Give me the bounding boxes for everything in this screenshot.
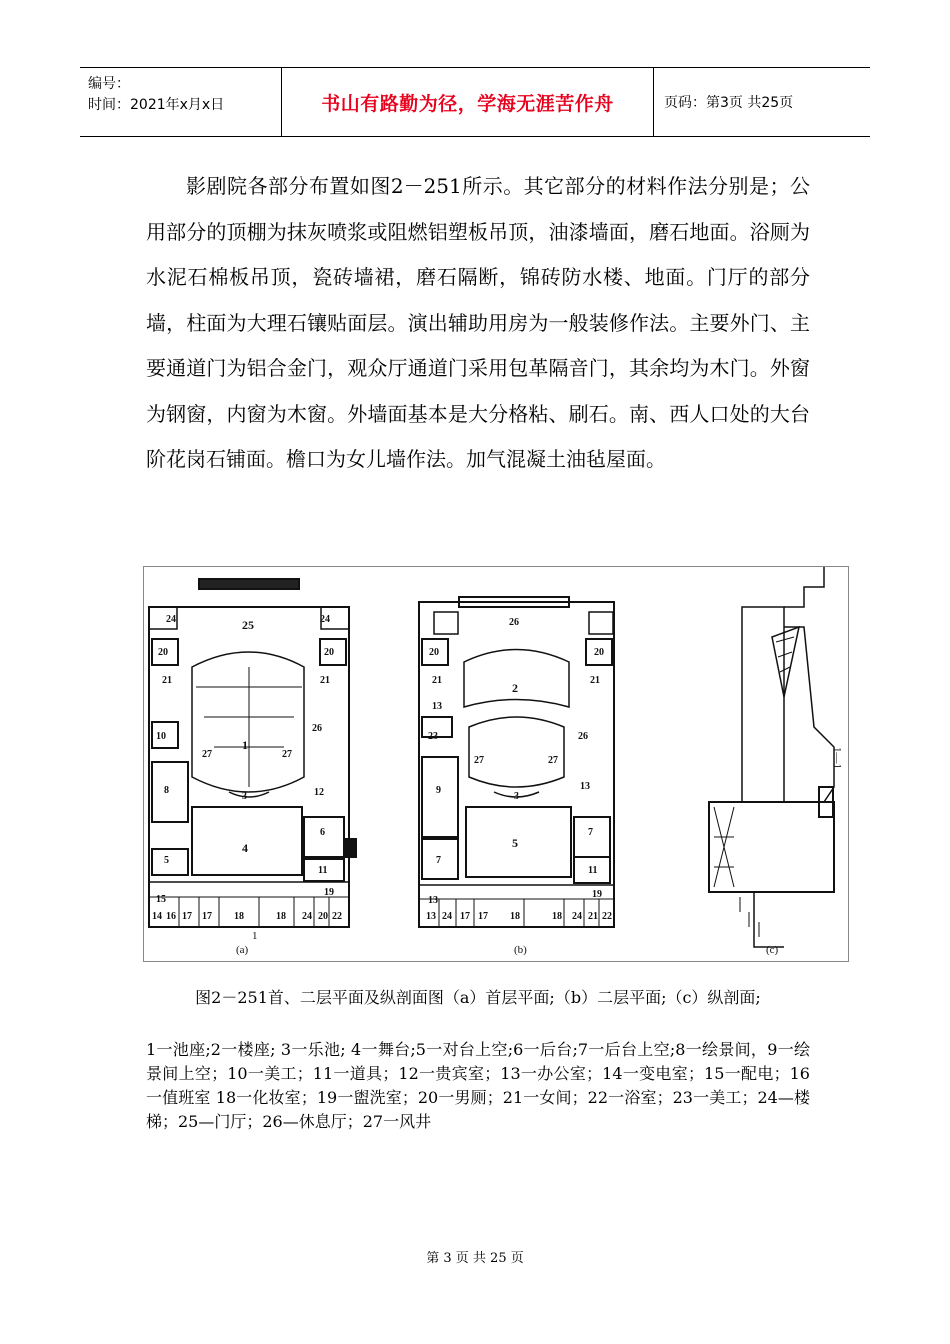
label-b-24a: 24: [442, 911, 452, 922]
label-a-16: 16: [166, 911, 176, 922]
label-b-13b: 13: [580, 781, 590, 792]
label-a-17b: 17: [202, 911, 212, 922]
label-b-23: 23: [428, 731, 438, 742]
label-a-10: 10: [156, 731, 166, 742]
label-b-26: 26: [578, 731, 588, 742]
label-a-20-right: 20: [324, 647, 334, 658]
label-b-18a: 18: [510, 911, 520, 922]
label-b-18b: 18: [552, 911, 562, 922]
label-a-20-left: 20: [158, 647, 168, 658]
caption-b: (b): [514, 944, 527, 956]
label-b-13d: 13: [426, 911, 436, 922]
label-a-18b: 18: [276, 911, 286, 922]
label-a-17a: 17: [182, 911, 192, 922]
label-a-27-left: 27: [202, 749, 212, 760]
floor-plan-drawing: [144, 567, 848, 961]
label-b-17a: 17: [460, 911, 470, 922]
label-a-24-bottom: 24: [302, 911, 312, 922]
label-b-21-left: 21: [432, 675, 442, 686]
label-b-27-left: 27: [474, 755, 484, 766]
label-a-4: 4: [242, 841, 248, 855]
label-b-27-right: 27: [548, 755, 558, 766]
label-b-20-left: 20: [429, 647, 439, 658]
label-a-15: 15: [156, 894, 166, 905]
label-b-17b: 17: [478, 911, 488, 922]
header-page-info: 页码：第3页 共25页: [664, 95, 794, 111]
page-header: [80, 67, 870, 137]
label-b-3: 3: [514, 791, 519, 802]
label-a-5: 5: [164, 855, 169, 866]
label-a-27-right: 27: [282, 749, 292, 760]
page-footer: 第 3 页 共 25 页: [426, 1251, 524, 1266]
label-a-18a: 18: [234, 911, 244, 922]
section-c-drawing: [709, 567, 834, 947]
label-a-22: 22: [332, 911, 342, 922]
label-a-8: 8: [164, 785, 169, 796]
label-b-7-left: 7: [436, 855, 441, 866]
label-a-26: 26: [312, 723, 322, 734]
label-a-20-bottom: 20: [318, 911, 328, 922]
label-a-21-left: 21: [162, 675, 172, 686]
label-a-24-right: 24: [320, 614, 330, 625]
label-b-21-bottom: 21: [588, 911, 598, 922]
serial-label: 编号：: [88, 76, 130, 92]
label-b-20-right: 20: [594, 647, 604, 658]
label-a-12: 12: [314, 787, 324, 798]
section-mark-a: 1: [252, 930, 258, 942]
date-label: 时间：2021年x月x日: [88, 97, 225, 113]
label-b-22: 22: [602, 911, 612, 922]
caption-a: (a): [236, 944, 249, 956]
body-paragraph: 影剧院各部分布置如图2－251所示。其它部分的材料作法分别是；公用部分的顶棚为抹灰喷浆或阻燃铝塑板吊顶，油漆墙面，磨石地面。浴厕为水泥石棉板吊顶，瓷砖墙裙，磨石隔断，锦砖防水楼、地面。门厅的部分墙，柱面为大理石镶贴面层。演出辅助用房为一般装修作法。主要外门、主要通道门为铝合金门，观众厅通道门采用包革隔音门，其余均为木门。外窗为钢窗，内窗为木窗。外墙面基本是大分格粘、刷石。南、西人口处的大台阶花岗石铺面。檐口为女儿墙作法。加气混凝土油毡屋面。: [146, 174, 810, 471]
label-b-11: 11: [588, 865, 598, 876]
label-a-1: 1: [242, 738, 248, 752]
label-b-19: 19: [592, 889, 602, 900]
label-a-14: 14: [152, 911, 162, 922]
caption-c: (c): [766, 944, 779, 956]
label-b-13a: 13: [432, 701, 442, 712]
label-b-7-right: 7: [588, 827, 593, 838]
label-b-21-right: 21: [590, 675, 600, 686]
label-a-11: 11: [318, 865, 328, 876]
label-b-24b: 24: [572, 911, 582, 922]
header-meta: [80, 68, 282, 136]
label-b-26-top: 26: [509, 617, 519, 628]
header-motto: 书山有路勤为径，学海无涯苦作舟: [282, 68, 654, 136]
label-b-13c: 13: [428, 895, 438, 906]
figure-legend: 1一池座;2一楼座; 3一乐池; 4一舞台;5一对台上空;6一后台;7一后台上空;8一绘景间，9一绘景间上空；10一美工；11一道具；12一贵宾室；13一办公室；14一变电室；15一配电；16一值班室 18一化妆室；19一盥洗室；20一男厕；21一女间；22一浴室；23一美工；24—楼梯；25—门厅；26—休息厅；27一风井: [146, 1040, 810, 1131]
floor-plan-figure: [143, 566, 849, 962]
label-a-21-right: 21: [320, 675, 330, 686]
label-b-2: 2: [512, 681, 518, 695]
label-a-3: 3: [242, 791, 247, 802]
label-a-6: 6: [320, 827, 325, 838]
label-a-19: 19: [324, 887, 334, 898]
label-a-25: 25: [242, 618, 254, 632]
figure-caption: 图2－251首、二层平面及纵剖面图（a）首层平面;（b）二层平面;（c）纵剖面;: [195, 988, 761, 1007]
body-paragraph-block: [146, 164, 810, 483]
label-b-5: 5: [512, 836, 518, 850]
plan-b-drawing: [419, 597, 614, 927]
label-a-24-left: 24: [166, 614, 176, 625]
label-b-9: 9: [436, 785, 441, 796]
section-label-c: 1—1: [831, 747, 843, 769]
